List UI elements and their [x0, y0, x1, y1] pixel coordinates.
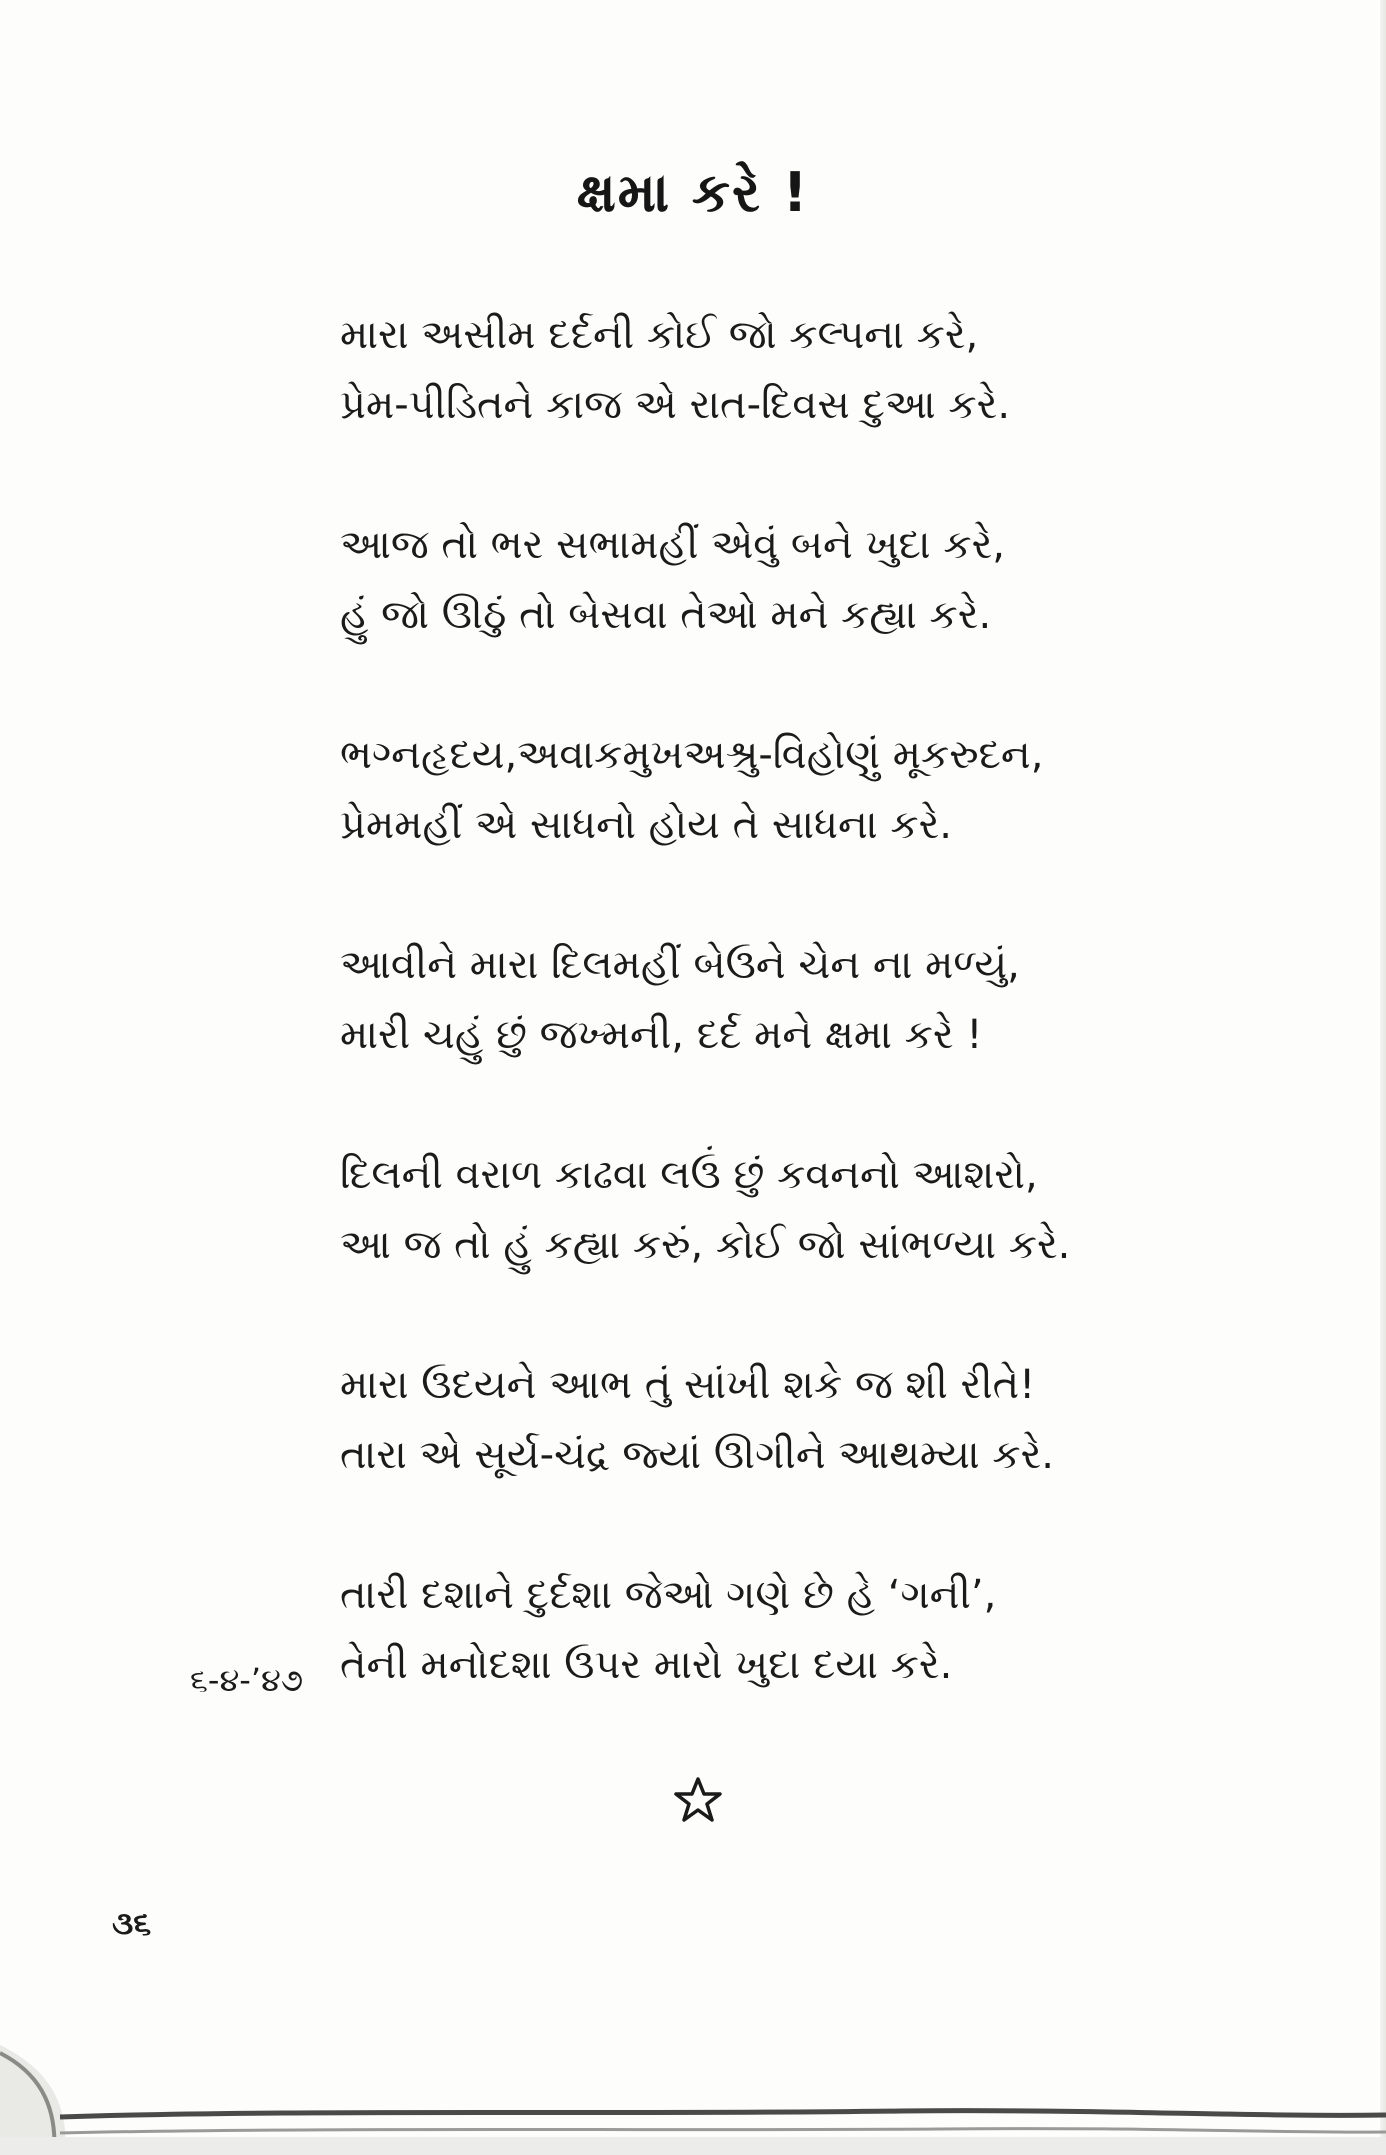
poem-line: તારા એ સૂર્ય-ચંદ્ર જ્યાં ઊગીને આથમ્યા કરે. [340, 1432, 1054, 1478]
poem-line: મારા અસીમ દર્દની કોઈ જો કલ્પના કરે, [340, 312, 979, 358]
poem-line: આ જ તો હું કહ્યા કરું, કોઈ જો સાંભળ્યા કરે. [340, 1222, 1071, 1268]
poem-line: મારા ઉદયને આભ તું સાંખી શકે જ શી રીતે! [340, 1362, 1036, 1408]
poem-line: ભગ્નહૃદય,અવાકમુખઅશ્રુ-વિહોણું મૂકરુદન, [340, 732, 1044, 778]
stanza-3 [340, 720, 1080, 930]
poem-line: પ્રેમમહીં એ સાધનો હોય તે સાધના કરે. [340, 802, 952, 848]
poem-line: આવીને મારા દિલમહીં બેઉને ચેન ના મળ્યું, [340, 942, 1020, 988]
page-number: ૩૬ [112, 1904, 152, 1942]
page-bottom-edge [0, 2005, 1386, 2155]
stanza-1 [340, 300, 1080, 510]
page-edge-shadow [1380, 0, 1386, 2155]
stanza-4 [340, 930, 1080, 1140]
poem-line: આજ તો ભર સભામહીં એવું બને ખુદા કરે, [340, 522, 1005, 568]
poem-title: ક્ષમા કરે ! [576, 161, 810, 224]
poem-body [340, 300, 1080, 1770]
poem-line: પ્રેમ-પીડિતને કાજ એ રાત-દિવસ દુઆ કરે. [340, 382, 1011, 428]
stanza-5 [340, 1140, 1080, 1350]
poem-line: દિલની વરાળ કાઢવા લઉં છું કવનનો આશરો, [340, 1152, 1038, 1198]
poem-line: હું જો ઊઠું તો બેસવા તેઓ મને કહ્યા કરે. [340, 592, 992, 638]
star-outline-icon [673, 1775, 723, 1825]
poem-line: તેની મનોદશા ઉપર મારો ખુદા દયા કરે. [340, 1642, 953, 1688]
stanza-7 [340, 1560, 1080, 1770]
stanza-6 [340, 1350, 1080, 1560]
poem-line: તારી દશાને દુર્દશા જેઓ ગણે છે હે ‘ગની’, [340, 1572, 997, 1618]
poem-line: મારી ચહું છું જખ્મની, દર્દ મને ક્ષમા કરે ! [340, 1012, 983, 1058]
stanza-2 [340, 510, 1080, 720]
poem-date: ૬-૪-’૪૭ [190, 1661, 304, 1699]
